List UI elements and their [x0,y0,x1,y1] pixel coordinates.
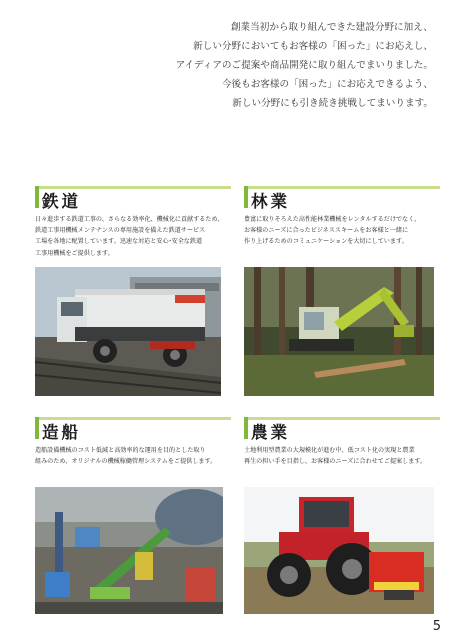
desc-line: 工場を各地に配置しています。迅速な対応と安心･安全な鉄道 [35,238,203,246]
section-railway [35,186,231,396]
section-description [244,445,440,467]
section-accent-bar [35,417,39,439]
desc-line: 組みのため、オリジナルの機械稼働管理システムをご提供します。 [35,458,217,466]
desc-line: 工事用機械をご提供します。 [35,249,114,257]
intro-line: 今後もお客様の「困った」にお応えできるよう、 [221,79,433,90]
section-title: 造船 [42,423,81,442]
agriculture-photo [244,487,434,614]
intro-line: アイディアのご提案や商品開発に取り組んでまいりました。 [175,60,433,71]
desc-line: 豊富に取りそろえた高性能林業機械をレンタルするだけでなく、 [244,216,421,223]
section-title: 農業 [251,423,290,442]
section-accent-bar [244,186,248,208]
desc-line: 作り上げるためのコミュニケーションを大切にしています。 [244,238,408,246]
section-title: 鉄道 [42,192,81,211]
section-title: 林業 [251,192,290,211]
desc-line: 日々進歩する鉄道工事の、さらなる効率化、機械化に貢献するため、 [35,216,224,223]
forestry-photo [244,267,434,396]
section-agriculture [244,417,440,615]
intro-line: 新しい分野にも引き続き挑戦してまいります。 [232,98,433,109]
section-description [244,214,440,248]
section-accent-bar [244,417,248,439]
shipbuilding-photo [35,487,223,614]
section-accent-bar [35,186,39,208]
intro-text [33,18,433,113]
section-description [35,445,231,467]
desc-line: お客様のニーズに合ったビジネススキームをお客様と一緒に [244,227,409,235]
intro-line: 新しい分野においてもお客様の「困った」にお応えし、 [193,41,433,52]
desc-line: 鉄道工事用機械メンテナンスの専用施設を備えた鉄道サービス [35,227,206,235]
section-forestry [244,186,440,396]
section-description [35,214,231,259]
section-shipbuilding [35,417,231,615]
intro-line: 創業当初から取り組んできた建設分野に加え、 [230,22,433,33]
page-number: 5 [432,619,441,634]
desc-line: 土地利用型農業の大規模化が進む中、低コスト化の実現と農業 [244,447,415,454]
desc-line: 再生の担い手を目指し、お客様のニーズに合わせてご提案します。 [244,458,427,466]
desc-line: 造船設備機械のコスト低減と高効率的な運用を目的とした取り [35,447,206,454]
railway-photo [35,267,221,396]
